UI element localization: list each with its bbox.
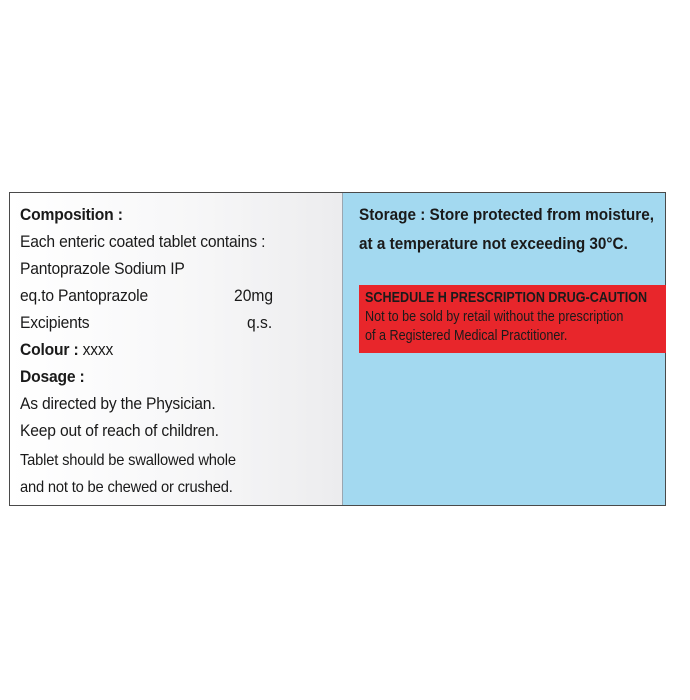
note-line-1: Tablet should be swallowed whole (20, 452, 236, 469)
caution-title: SCHEDULE H PRESCRIPTION DRUG-CAUTION (365, 289, 648, 306)
schedule-h-caution-box (359, 285, 666, 353)
drug-label-panel (9, 192, 666, 506)
storage-line-1: Storage : Store protected from moisture, (359, 205, 655, 224)
composition-panel (10, 193, 343, 505)
equivalent-label: eq.to Pantoprazole (20, 286, 148, 305)
colour-row (20, 340, 113, 360)
colour-value: xxxx (82, 340, 114, 359)
excipients-amount: q.s. (247, 313, 273, 332)
dosage-line-2: Keep out of reach of children. (20, 421, 219, 440)
ingredient-text: Pantoprazole Sodium IP (20, 259, 185, 278)
dosage-heading: Dosage : (20, 367, 85, 386)
contains-text: Each enteric coated tablet contains : (20, 232, 266, 251)
storage-line-2: at a temperature not exceeding 30°C. (359, 234, 628, 253)
storage-panel (343, 193, 665, 505)
composition-heading: Composition : (20, 205, 123, 224)
colour-label: Colour : (20, 340, 79, 359)
equivalent-amount: 20mg (234, 286, 274, 305)
note-line-2: and not to be chewed or crushed. (20, 479, 233, 496)
caution-line-2: of a Registered Medical Practitioner. (365, 327, 568, 344)
excipients-label: Excipients (20, 313, 90, 332)
caution-line-1: Not to be sold by retail without the prescription (365, 308, 624, 325)
dosage-line-1: As directed by the Physician. (20, 394, 216, 413)
